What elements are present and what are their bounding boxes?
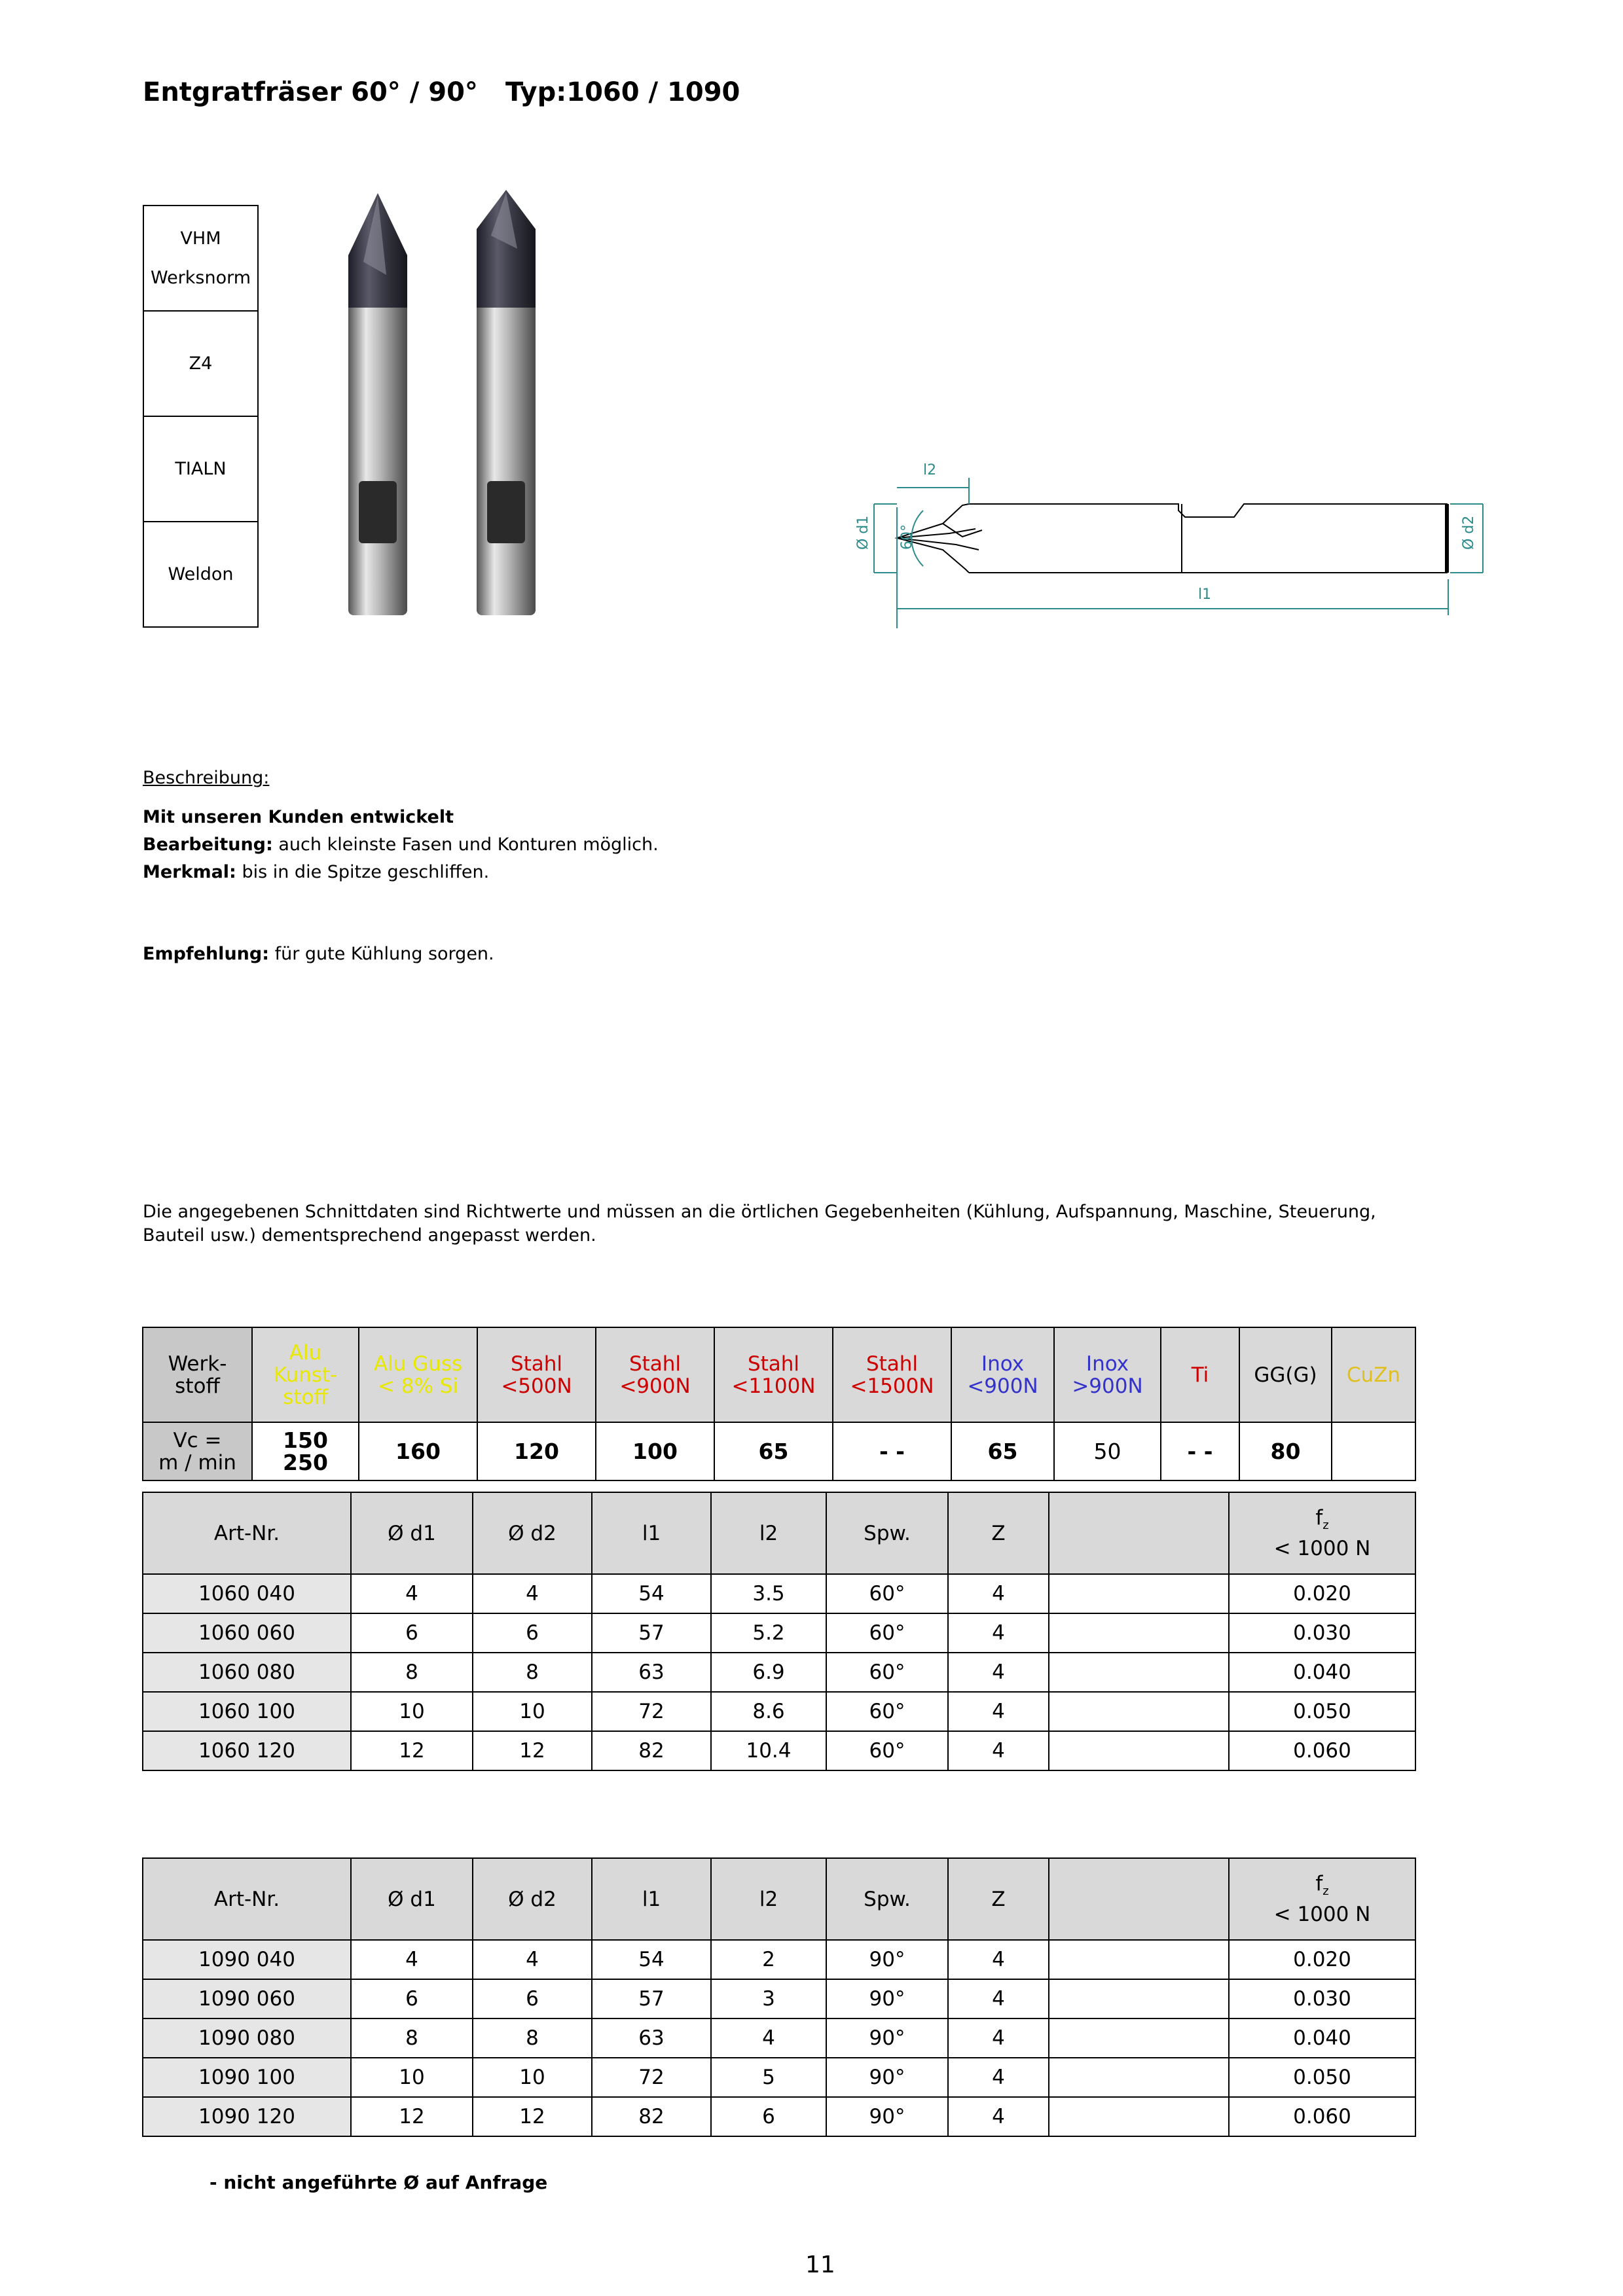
description-line3-text: bis in die Spitze geschliffen. xyxy=(236,862,490,882)
table-row xyxy=(143,2018,1415,2058)
cell-fz: 0.060 xyxy=(1229,1731,1415,1770)
cell-d2: 12 xyxy=(473,1731,592,1770)
cell-l1: 57 xyxy=(592,1613,711,1653)
cell-d2: 8 xyxy=(473,1653,592,1692)
col-empty xyxy=(1049,1492,1229,1574)
description-line2 xyxy=(143,831,659,859)
table-row xyxy=(143,1979,1415,2018)
col-l1: l1 xyxy=(592,1492,711,1574)
description-line4-text: für gute Kühlung sorgen. xyxy=(269,944,494,964)
cell-l2: 3.5 xyxy=(711,1574,826,1613)
description-line2-text: auch kleinste Fasen und Konturen möglich. xyxy=(272,834,659,855)
technical-drawing xyxy=(855,452,1499,628)
cell-l2: 6 xyxy=(711,2097,826,2136)
col-z: Z xyxy=(948,1858,1049,1940)
cell-d2: 12 xyxy=(473,2097,592,2136)
cell-d2: 4 xyxy=(473,1574,592,1613)
cell-spw: 90° xyxy=(826,1940,948,1979)
spec-coating xyxy=(144,417,257,522)
cell-z: 4 xyxy=(948,1613,1049,1653)
col-art-nr: Art-Nr. xyxy=(143,1492,351,1574)
cell-empty xyxy=(1049,1979,1229,2018)
article-table-1060 xyxy=(142,1492,1416,1771)
col-l2: l2 xyxy=(711,1492,826,1574)
cell-spw: 90° xyxy=(826,2018,948,2058)
col-fz: $f_z$ < 1000 N xyxy=(1229,1858,1415,1940)
label-angle: 60° xyxy=(899,524,915,550)
cell-z: 4 xyxy=(948,1692,1049,1731)
cell-art-nr: 1090 080 xyxy=(143,2018,351,2058)
cutter-90-photo xyxy=(477,190,536,615)
cell-empty xyxy=(1049,2058,1229,2097)
cell-l1: 72 xyxy=(592,2058,711,2097)
description-line3 xyxy=(143,859,489,886)
description-line1: Mit unseren Kunden entwickelt xyxy=(143,807,454,827)
cell-l1: 54 xyxy=(592,1574,711,1613)
vc-inox-900-gt: 50 xyxy=(1054,1422,1161,1480)
cell-art-nr: 1060 120 xyxy=(143,1731,351,1770)
vc-row xyxy=(143,1422,1415,1480)
cell-spw: 60° xyxy=(826,1613,948,1653)
material-cuzn: CuZn xyxy=(1332,1327,1415,1422)
cell-spw: 90° xyxy=(826,2058,948,2097)
cell-art-nr: 1060 060 xyxy=(143,1613,351,1653)
cell-d1: 6 xyxy=(351,1979,473,2018)
label-l1: l1 xyxy=(1198,586,1212,603)
cell-d2: 4 xyxy=(473,1940,592,1979)
material-inox-900-gt: Inox >900N xyxy=(1054,1327,1161,1422)
col-d1: Ø d1 xyxy=(351,1858,473,1940)
label-l2: l2 xyxy=(923,462,937,478)
material-stahl-1500: Stahl <1500N xyxy=(833,1327,951,1422)
cell-l1: 82 xyxy=(592,1731,711,1770)
material-ti: Ti xyxy=(1161,1327,1239,1422)
vc-alu-kunststoff: 150 250 xyxy=(252,1422,359,1480)
cell-spw: 60° xyxy=(826,1731,948,1770)
cell-spw: 60° xyxy=(826,1653,948,1692)
vc-stahl-900: 100 xyxy=(596,1422,714,1480)
description-line2-label: Bearbeitung: xyxy=(143,834,273,855)
table-row xyxy=(143,1613,1415,1653)
page-number: 11 xyxy=(805,2251,835,2278)
cell-l1: 63 xyxy=(592,1653,711,1692)
cell-d1: 4 xyxy=(351,1574,473,1613)
label-d1: Ø d1 xyxy=(855,515,871,550)
col-art-nr: Art-Nr. xyxy=(143,1858,351,1940)
col-d2: Ø d2 xyxy=(473,1492,592,1574)
cell-d2: 8 xyxy=(473,2018,592,2058)
spec-flutes-line1: Z4 xyxy=(189,353,213,374)
cell-fz: 0.050 xyxy=(1229,2058,1415,2097)
cell-l1: 63 xyxy=(592,2018,711,2058)
vc-stahl-500: 120 xyxy=(477,1422,596,1480)
col-spw: Spw. xyxy=(826,1492,948,1574)
cell-spw: 90° xyxy=(826,2097,948,2136)
table-row xyxy=(143,1731,1415,1770)
cell-d1: 8 xyxy=(351,1653,473,1692)
cell-l2: 6.9 xyxy=(711,1653,826,1692)
cell-d1: 12 xyxy=(351,1731,473,1770)
cell-d1: 10 xyxy=(351,1692,473,1731)
spec-box xyxy=(143,205,259,628)
vc-label: Vc = m / min xyxy=(143,1422,252,1480)
description-heading: Beschreibung: xyxy=(143,768,270,788)
vc-alu-guss: 160 xyxy=(359,1422,477,1480)
cell-art-nr: 1060 040 xyxy=(143,1574,351,1613)
cell-spw: 60° xyxy=(826,1692,948,1731)
cell-z: 4 xyxy=(948,1574,1049,1613)
vc-stahl-1100: 65 xyxy=(714,1422,833,1480)
table-row xyxy=(143,1692,1415,1731)
cell-empty xyxy=(1049,1613,1229,1653)
cell-d1: 4 xyxy=(351,1940,473,1979)
spec-material xyxy=(144,206,257,312)
product-photo xyxy=(334,183,583,628)
cell-fz: 0.020 xyxy=(1229,1574,1415,1613)
col-fz: $f_z$ < 1000 N xyxy=(1229,1492,1415,1574)
spec-material-line1: VHM xyxy=(180,228,221,249)
material-table xyxy=(142,1327,1416,1481)
cell-z: 4 xyxy=(948,1979,1049,2018)
table-header-row xyxy=(143,1492,1415,1574)
table-row xyxy=(143,2058,1415,2097)
cell-empty xyxy=(1049,1653,1229,1692)
cell-z: 4 xyxy=(948,2058,1049,2097)
material-stahl-900: Stahl <900N xyxy=(596,1327,714,1422)
spec-material-line2: Werksnorm xyxy=(150,267,251,288)
material-stahl-500: Stahl <500N xyxy=(477,1327,596,1422)
vc-ti: - - xyxy=(1161,1422,1239,1480)
col-spw: Spw. xyxy=(826,1858,948,1940)
cell-d1: 8 xyxy=(351,2018,473,2058)
col-z: Z xyxy=(948,1492,1049,1574)
vc-stahl-1500: - - xyxy=(833,1422,951,1480)
col-d2: Ø d2 xyxy=(473,1858,592,1940)
cell-art-nr: 1090 100 xyxy=(143,2058,351,2097)
cell-empty xyxy=(1049,2018,1229,2058)
cell-z: 4 xyxy=(948,2097,1049,2136)
cell-d1: 10 xyxy=(351,2058,473,2097)
cell-l2: 5 xyxy=(711,2058,826,2097)
cell-d2: 6 xyxy=(473,1979,592,2018)
material-alu-guss: Alu Guss < 8% Si xyxy=(359,1327,477,1422)
cell-l2: 4 xyxy=(711,2018,826,2058)
col-d1: Ø d1 xyxy=(351,1492,473,1574)
cell-empty xyxy=(1049,1574,1229,1613)
cell-z: 4 xyxy=(948,1731,1049,1770)
spec-shank-line1: Weldon xyxy=(168,564,234,584)
cell-l2: 5.2 xyxy=(711,1613,826,1653)
cell-z: 4 xyxy=(948,1653,1049,1692)
cell-l1: 57 xyxy=(592,1979,711,2018)
spec-coating-line1: TIALN xyxy=(175,458,227,479)
table-row xyxy=(143,1574,1415,1613)
article-table-1090 xyxy=(142,1857,1416,2137)
cell-art-nr: 1090 040 xyxy=(143,1940,351,1979)
cell-fz: 0.030 xyxy=(1229,1979,1415,2018)
cell-z: 4 xyxy=(948,2018,1049,2058)
description-line3-label: Merkmal: xyxy=(143,862,236,882)
cell-fz: 0.040 xyxy=(1229,1653,1415,1692)
material-inox-900-lt: Inox <900N xyxy=(951,1327,1054,1422)
cell-empty xyxy=(1049,1940,1229,1979)
cell-empty xyxy=(1049,2097,1229,2136)
cell-l1: 72 xyxy=(592,1692,711,1731)
spec-flutes xyxy=(144,312,257,417)
material-head-label: Werk- stoff xyxy=(143,1327,252,1422)
cell-art-nr: 1060 100 xyxy=(143,1692,351,1731)
col-l2: l2 xyxy=(711,1858,826,1940)
cell-d2: 10 xyxy=(473,1692,592,1731)
cell-empty xyxy=(1049,1731,1229,1770)
cell-fz: 0.050 xyxy=(1229,1692,1415,1731)
material-stahl-1100: Stahl <1100N xyxy=(714,1327,833,1422)
vc-gg: 80 xyxy=(1239,1422,1332,1480)
page-title: Entgratfräser 60° / 90° xyxy=(143,77,478,107)
footnote: - nicht angeführte Ø auf Anfrage xyxy=(210,2172,548,2193)
cell-spw: 90° xyxy=(826,1979,948,2018)
vc-inox-900-lt: 65 xyxy=(951,1422,1054,1480)
cell-z: 4 xyxy=(948,1940,1049,1979)
table-row xyxy=(143,1653,1415,1692)
material-gg: GG(G) xyxy=(1239,1327,1332,1422)
cell-d1: 6 xyxy=(351,1613,473,1653)
cell-d2: 10 xyxy=(473,2058,592,2097)
cell-l2: 2 xyxy=(711,1940,826,1979)
col-empty xyxy=(1049,1858,1229,1940)
material-header-row xyxy=(143,1327,1415,1422)
vc-cuzn xyxy=(1332,1422,1415,1480)
label-d2: Ø d2 xyxy=(1461,515,1477,550)
cell-empty xyxy=(1049,1692,1229,1731)
cell-fz: 0.020 xyxy=(1229,1940,1415,1979)
cell-art-nr: 1090 120 xyxy=(143,2097,351,2136)
cell-d2: 6 xyxy=(473,1613,592,1653)
type-label: Typ:1060 / 1090 xyxy=(505,77,740,107)
table-row xyxy=(143,2097,1415,2136)
cell-fz: 0.060 xyxy=(1229,2097,1415,2136)
table-header-row xyxy=(143,1858,1415,1940)
cell-l2: 3 xyxy=(711,1979,826,2018)
cell-spw: 60° xyxy=(826,1574,948,1613)
cell-l2: 8.6 xyxy=(711,1692,826,1731)
cell-l2: 10.4 xyxy=(711,1731,826,1770)
material-alu-kunststoff: Alu Kunst- stoff xyxy=(252,1327,359,1422)
spec-shank xyxy=(144,522,257,626)
cell-art-nr: 1060 080 xyxy=(143,1653,351,1692)
cell-l1: 82 xyxy=(592,2097,711,2136)
cutting-data-note: Die angegebenen Schnittdaten sind Richtwerte und müssen an die örtlichen Gegebenheiten (Kühlung, Aufspannung, Maschine, Steuerung, Bauteil usw.) dementsprechend angepasst werden. xyxy=(143,1202,1376,1246)
cell-art-nr: 1090 060 xyxy=(143,1979,351,2018)
cell-fz: 0.030 xyxy=(1229,1613,1415,1653)
cell-l1: 54 xyxy=(592,1940,711,1979)
cell-fz: 0.040 xyxy=(1229,2018,1415,2058)
cell-d1: 12 xyxy=(351,2097,473,2136)
cutter-60-photo xyxy=(348,193,407,615)
col-l1: l1 xyxy=(592,1858,711,1940)
description-line4 xyxy=(143,941,494,968)
description-line4-label: Empfehlung: xyxy=(143,944,270,964)
table-row xyxy=(143,1940,1415,1979)
